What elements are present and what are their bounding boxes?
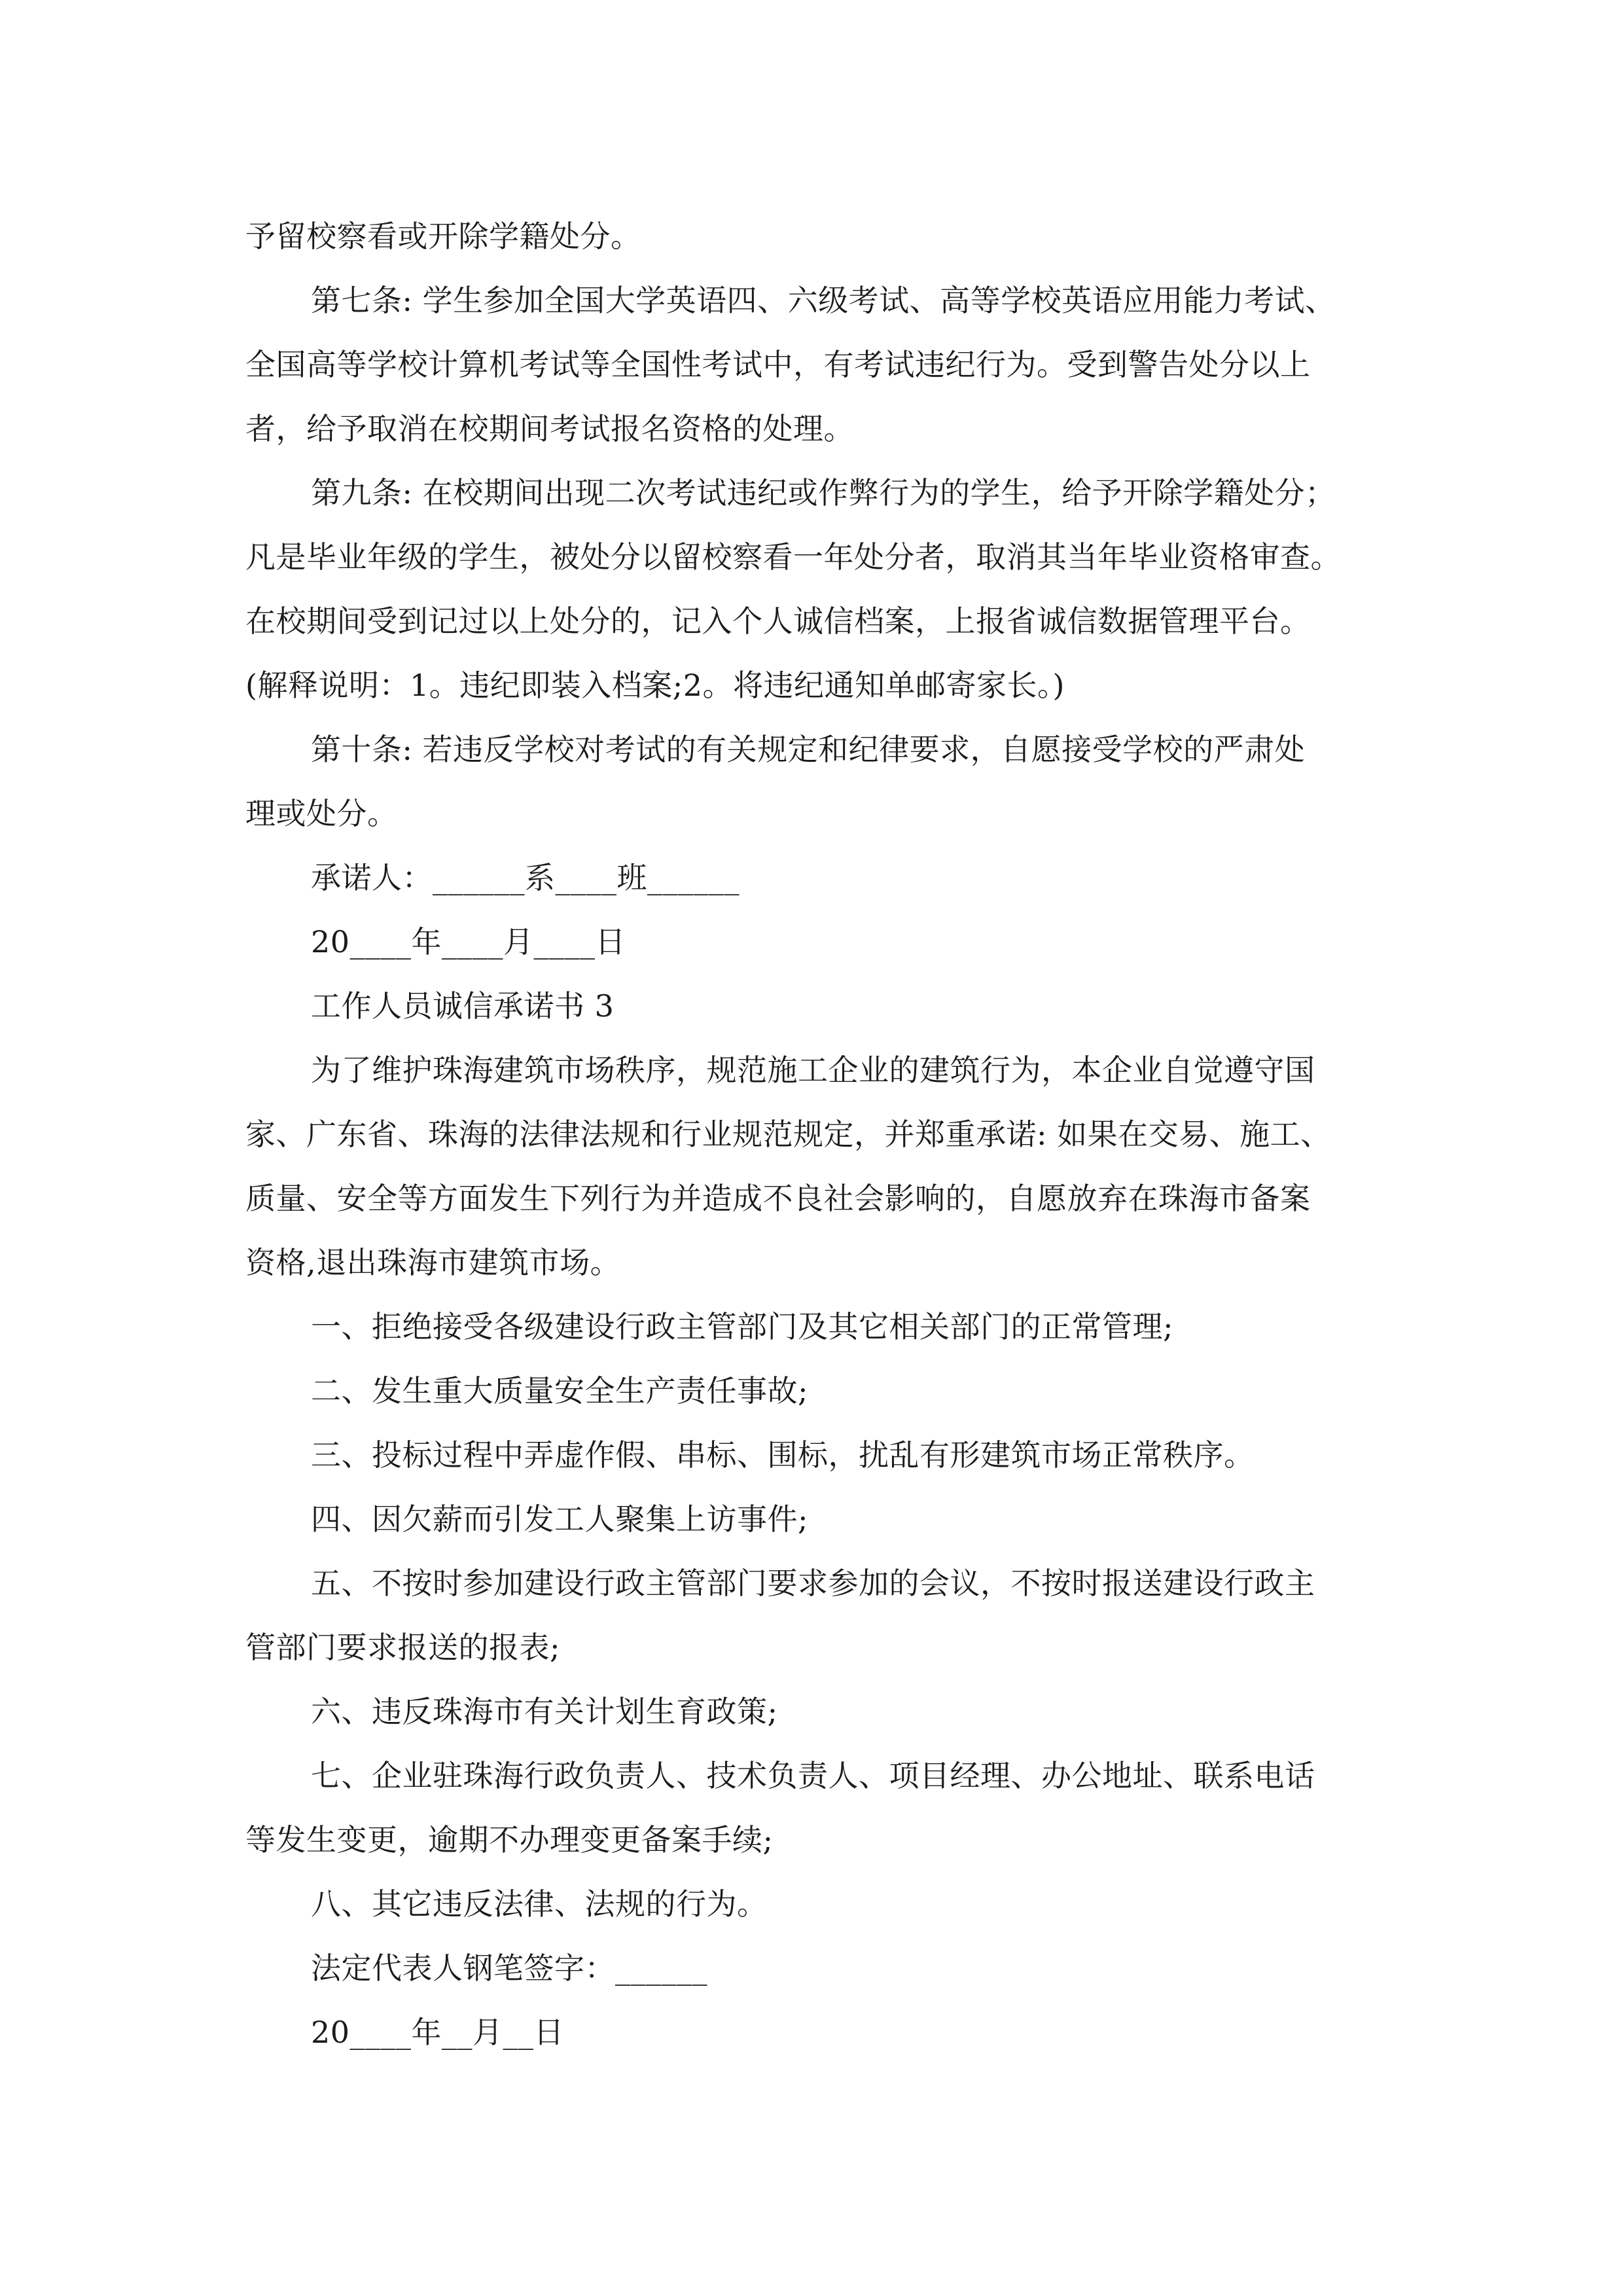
text-line: 理或处分。 [245,796,398,831]
document-body [245,204,1397,2064]
section-title: 工作人员诚信承诺书 3 [311,988,615,1024]
text-line: 质量、安全等方面发生下列行为并造成不良社会影响的，自愿放弃在珠海市备案 [245,1181,1311,1216]
date-line: 20____年__月__日 [311,2015,565,2050]
text-line: 家、广东省、珠海的法律法规和行业规范规定，并郑重承诺: 如果在交易、施工、 [245,1117,1331,1152]
date-line: 20____年____月____日 [311,924,626,960]
list-item-3: 三、投标过程中弄虚作假、串标、围标，扰乱有形建筑市场正常秩序。 [311,1437,1255,1473]
text-line: 等发生变更，逾期不办理变更备案手续; [245,1822,774,1857]
text-line-article-7: 第七条: 学生参加全国大学英语四、六级考试、高等学校英语应用能力考试、 [311,283,1336,318]
list-item-2: 二、发生重大质量安全生产责任事故; [311,1373,808,1408]
list-item-1: 一、拒绝接受各级建设行政主管部门及其它相关部门的正常管理; [311,1309,1173,1344]
list-item-5: 五、不按时参加建设行政主管部门要求参加的会议，不按时报送建设行政主 [311,1566,1315,1601]
text-line: 者，给予取消在校期间考试报名资格的处理。 [245,411,854,446]
text-line: 全国高等学校计算机考试等全国性考试中，有考试违纪行为。受到警告处分以上 [245,347,1311,382]
text-line: 予留校察看或开除学籍处分。 [245,219,641,254]
legal-rep-signature-line: 法定代表人钢笔签字：______ [311,1950,707,1986]
text-line: 凡是毕业年级的学生，被处分以留校察看一年处分者，取消其当年毕业资格审查。 [245,539,1341,575]
list-item-8: 八、其它违反法律、法规的行为。 [311,1886,768,1922]
promisor-signature-line: 承诺人：______系____班______ [311,860,740,895]
text-line: 管部门要求报送的报表; [245,1630,560,1665]
text-line-article-9: 第九条: 在校期间出现二次考试违纪或作弊行为的学生，给予开除学籍处分； [311,475,1336,511]
list-item-6: 六、违反珠海市有关计划生育政策; [311,1694,778,1729]
list-item-4: 四、因欠薪而引发工人聚集上访事件; [311,1501,808,1537]
text-line-explanation: (解释说明：1。违纪即装入档案;2。将违纪通知单邮寄家长。) [245,668,1065,703]
text-line: 在校期间受到记过以上处分的，记入个人诚信档案，上报省诚信数据管理平台。 [245,603,1311,639]
text-line: 资格,退出珠海市建筑市场。 [245,1245,621,1280]
text-line-intro: 为了维护珠海建筑市场秩序，规范施工企业的建筑行为，本企业自觉遵守国 [311,1052,1315,1088]
list-item-7: 七、企业驻珠海行政负责人、技术负责人、项目经理、办公地址、联系电话 [311,1758,1315,1793]
text-line-article-10: 第十条: 若违反学校对考试的有关规定和纪律要求，自愿接受学校的严肃处 [311,732,1306,767]
